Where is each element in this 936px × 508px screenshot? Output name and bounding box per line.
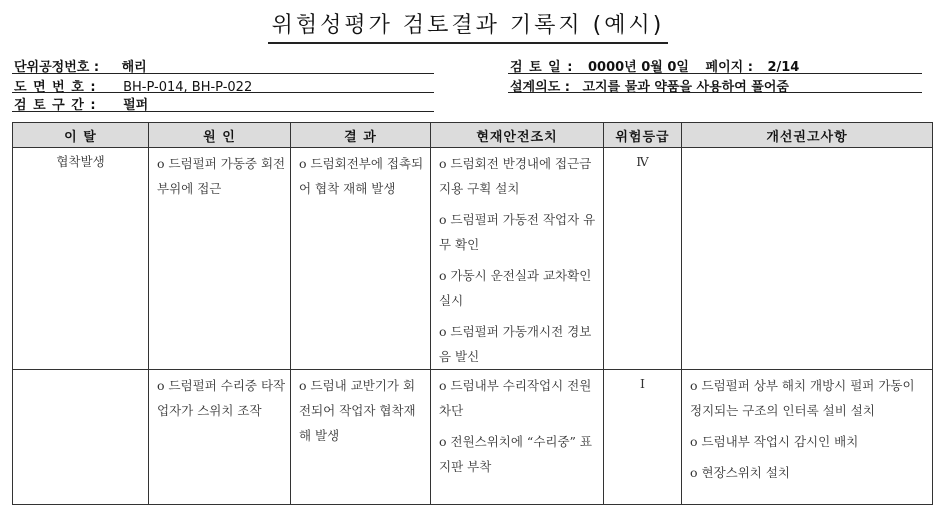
document-title: 위험성평가 검토결과 기록지 (예시) [0, 8, 936, 44]
recommendation-item: o 현장스위치 설치 [690, 465, 790, 480]
measure-item: o 드럼펄퍼 가동개시전 경보음 발신 [439, 324, 592, 364]
divider [12, 92, 434, 93]
recommendation-cell [682, 148, 933, 370]
measures-cell [431, 370, 604, 505]
cause-item: o 드럼펄퍼 수리중 타작업자가 스위치 조작 [157, 378, 286, 418]
divider [508, 92, 922, 93]
divider [12, 111, 434, 112]
section-label: 검 토 구 간 : [14, 98, 97, 113]
process-no-value: 해리 [121, 60, 147, 75]
risk-grade: Ⅰ [640, 376, 645, 391]
review-date-value: 0000년 0월 0일 [587, 60, 689, 75]
table-row [13, 370, 933, 505]
process-no-label: 단위공정번호 : [14, 60, 100, 75]
cause-cell [149, 148, 291, 370]
grade-cell [604, 370, 682, 505]
recommendation-cell [682, 370, 933, 505]
section-value: 펄퍼 [123, 98, 149, 113]
header-result: 결 과 [291, 123, 431, 148]
result-cell [291, 370, 431, 505]
deviation-cell [13, 148, 149, 370]
header-recommendations: 개선권고사항 [682, 123, 933, 148]
measure-item: o 드럼회전 반경내에 접근금지용 구획 설치 [439, 156, 592, 196]
header-risk-grade: 위험등급 [604, 123, 682, 148]
page-value: 2/14 [767, 60, 800, 75]
result-item: o 드럼내 교반기가 회전되어 작업자 협착재해 발생 [299, 378, 416, 443]
drawing-no-label: 도 면 번 호 : [14, 80, 97, 95]
recommendation-item: o 드럼내부 작업시 감시인 배치 [690, 434, 859, 449]
table-row [13, 148, 933, 370]
design-intent-label: 설계의도 : [510, 80, 570, 95]
grade-cell [604, 148, 682, 370]
deviation-cell [13, 370, 149, 505]
cause-item: o 드럼펄퍼 가동중 회전부위에 접근 [157, 156, 286, 196]
header-safety-measures: 현재안전조치 [431, 123, 604, 148]
measure-item: o 가동시 운전실과 교차확인 실시 [439, 268, 592, 308]
result-item: o 드럼회전부에 접촉되어 협착 재해 발생 [299, 156, 424, 196]
measure-item: o 전원스위치에 “수리중” 표지판 부착 [439, 434, 592, 474]
risk-grade: Ⅳ [636, 154, 649, 169]
measures-cell [431, 148, 604, 370]
result-cell [291, 148, 431, 370]
header-deviation: 이 탈 [13, 123, 149, 148]
measure-item: o 드럼내부 수리작업시 전원차단 [439, 378, 592, 418]
review-date-label: 검 토 일 : [510, 60, 574, 75]
divider [12, 73, 434, 74]
header-cause: 원 인 [149, 123, 291, 148]
measure-item: o 드럼펄퍼 가동전 작업자 유무 확인 [439, 212, 596, 252]
deviation-text: 협착발생 [56, 154, 105, 169]
deviation-text [13, 370, 148, 374]
recommendation-item: o 드럼펄퍼 상부 해치 개방시 펄퍼 가동이 정지되는 구조의 인터록 설비 설치 [690, 378, 915, 418]
cause-cell [149, 370, 291, 505]
design-intent-value: 고지를 물과 약품을 사용하여 풀어줌 [582, 80, 789, 95]
review-table [12, 122, 933, 505]
page-label: 페이지 : [705, 60, 753, 75]
drawing-no-value: BH-P-014, BH-P-022 [123, 80, 253, 95]
table-header-row [13, 123, 933, 148]
divider [508, 73, 922, 74]
